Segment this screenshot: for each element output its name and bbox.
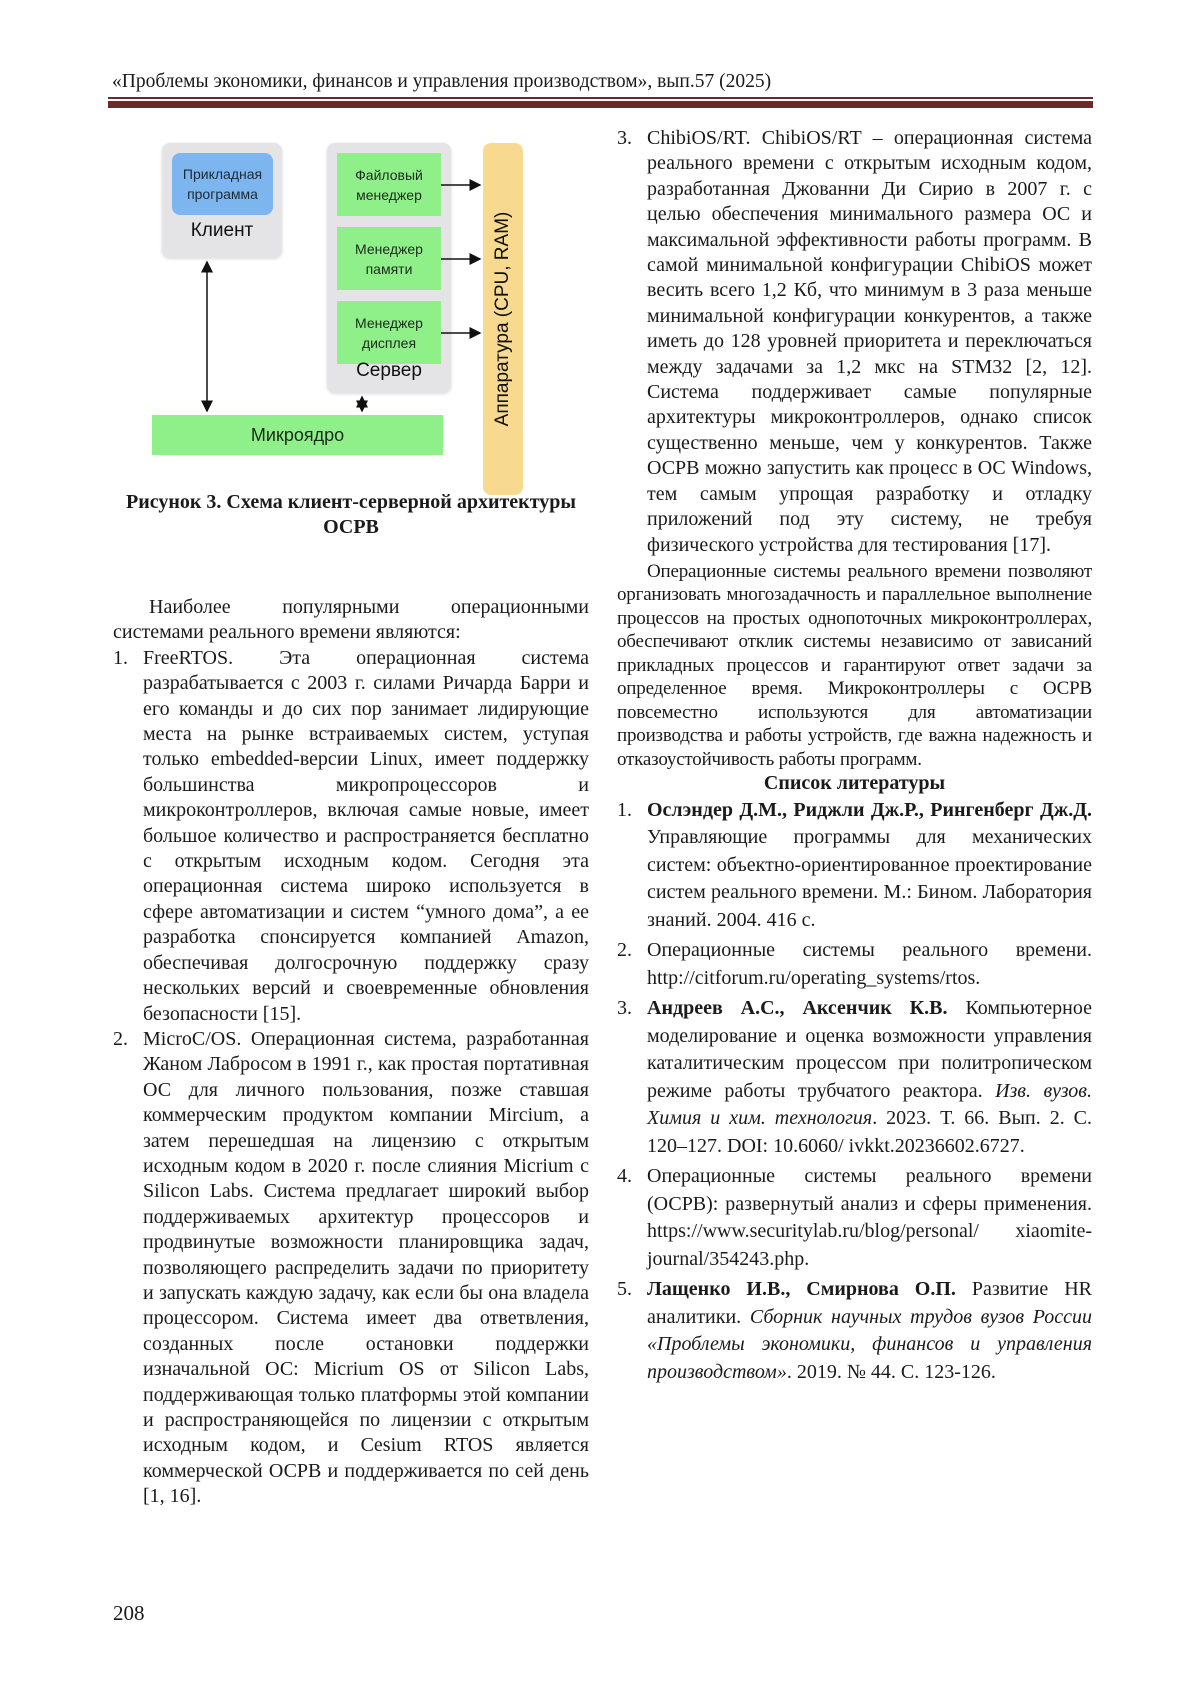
left-column xyxy=(113,595,589,1510)
reference-authors: Лащенко И.В., Смирнова О.П. xyxy=(647,1278,956,1301)
reference-number: 2. xyxy=(617,939,632,962)
list-item xyxy=(617,126,1092,558)
list-item-text: FreeRTOS. Эта операционная система разрабатывается с 2003 г. силами Ричарда Барри и его команды и до сих пор занимает лидирующие места на рынке встраиваемых систем, уступая только embedded-версии Linux, имеет поддержку большинства микропроцессоров и микроконтроллеров, включая самые новые, имеет большое количество и распространяется бесплатно с открытым исходным кодом. Сегодня эта операционная система широко используется в сфере автоматизации и систем “умного дома”, а ее разработка спонсируется компанией Amazon, обеспечивая долгосрочную поддержку сразу нескольких версий и своевременные обновления безопасности [15]. xyxy=(143,646,589,1025)
memory-manager-block: Менеджер памяти xyxy=(337,227,441,290)
client-label: Клиент xyxy=(190,220,254,241)
rtos-list-left xyxy=(113,646,589,1510)
references-list xyxy=(617,797,1092,1387)
reference-item xyxy=(617,1163,1092,1273)
reference-item xyxy=(617,995,1092,1160)
list-item-text: MicroC/OS. Операционная система, разработанная Жаном Лабросом в 1991 г., как простая портативная ОС для личного пользования, позже ставшая коммерческим продуктом компании Mircium, а затем перешедшая на лицензию с открытым исходным кодом в 2020 г. после слияния Micrium с Silicon Labs. Система предлагает широкий выбор поддерживаемых архитектур процессоров и продвинутые возможности планировщика задач, позволяющего распределить задачи по приоритету и запускать каждую задачу, как если бы она владела процессором. Система имеет два ответвления, созданных после остановки поддержки изначальной ОС: Micrium OS от Silicon Labs, поддерживающая только платформы этой компании и распространяющейся по лицензии с открытым исходным кодом, и Cesium RTOS является коммерческой ОСРВ и поддерживается по сей день [1, 16]. xyxy=(143,1027,589,1508)
right-column xyxy=(617,126,1092,1389)
reference-number: 3. xyxy=(617,997,632,1020)
intro-paragraph: Наиболее популярными операционными системами реального времени являются: xyxy=(113,596,589,644)
reference-tail: . 2023. Т. 66. Вып. 2. С. 120–127. DOI: 10.6060/ ivkkt.20236602.6727. xyxy=(647,1107,1092,1157)
rtos-list-right xyxy=(617,126,1092,558)
reference-item xyxy=(617,1276,1092,1386)
header-rule-thin xyxy=(108,97,1093,99)
microkernel-block: Микроядро xyxy=(152,415,443,455)
running-header: «Проблемы экономики, финансов и управления производством», вып.57 (2025) xyxy=(112,71,772,92)
reference-tail: . 2019. № 44. С. 123-126. xyxy=(786,1360,996,1383)
conclusion-paragraph: Операционные системы реального времени позволяют организовать многозадачность и параллельное выполнение процессов на простых однопоточных микроконтроллерах, обеспечивают отклик системы независимо от зависаний прикладных процессов и гарантируют ответ задачи за определенное время. Микроконтроллеры с ОСРВ повсеместно используются для автоматизации производства и работы устройств, где важна надежность и отказоустойчивость работы программ. xyxy=(617,560,1092,770)
list-item xyxy=(113,1027,589,1510)
reference-number: 1. xyxy=(617,798,632,821)
reference-text: Развитие HR аналитики. xyxy=(647,1278,1092,1328)
architecture-diagram xyxy=(150,135,560,495)
reference-text[interactable]: Операционные системы реального времени (ОСРВ): развернутый анализ и сферы применения. https://www.securitylab.ru/blog/personal/ xiaomite-journal/354243.php. xyxy=(647,1165,1092,1270)
server-label: Сервер xyxy=(356,360,422,381)
reference-journal: Сборник научных трудов вузов России «Проблемы экономики, финансов и управления производством» xyxy=(647,1305,1092,1383)
reference-number: 4. xyxy=(617,1165,632,1188)
arrows-layer xyxy=(150,135,560,495)
reference-item xyxy=(617,797,1092,935)
list-item xyxy=(113,646,589,1027)
references-title: Список литературы xyxy=(763,772,946,795)
reference-text: Управляющие программы для механических систем: объектно-ориентированное проектирование систем реального времени. М.: Бином. Лаборатория знаний. 2004. 416 с. xyxy=(647,826,1092,931)
file-manager-block: Файловый менеджер xyxy=(337,153,441,216)
list-number: 2. xyxy=(113,1027,128,1050)
reference-text: Компьютерное моделирование и оценка возможности управления каталитическим процессом при политропическом режиме работы трубчатого реактора. xyxy=(647,997,1092,1102)
reference-authors: Ослэндер Д.М., Риджли Дж.Р., Рингенберг Дж.Д. xyxy=(647,798,1092,821)
reference-journal: Изв. вузов. Химия и хим. технология xyxy=(647,1079,1092,1130)
hardware-label: Аппаратура (CPU, RAM) xyxy=(492,211,513,427)
list-number: 1. xyxy=(113,646,128,669)
display-manager-block: Менеджер дисплея xyxy=(337,301,441,364)
list-number: 3. xyxy=(617,127,632,149)
reference-item xyxy=(617,937,1092,992)
reference-text[interactable]: Операционные системы реального времени. http://citforum.ru/operating_systems/rtos. xyxy=(647,939,1092,989)
reference-authors: Андреев А.С., Аксенчик К.В. xyxy=(647,997,948,1020)
reference-number: 5. xyxy=(617,1278,632,1301)
app-program-block: Прикладная программа xyxy=(172,153,273,215)
figure-caption: Рисунок 3. Схема клиент-серверной архитектуры ОСРВ xyxy=(126,491,576,538)
header-rule-thick xyxy=(108,101,1093,108)
list-item-text: ChibiOS/RT. ChibiOS/RT – операционная система реального времени с открытым исходным кодом, разработанная Джованни Ди Сирио в 2007 г. с целью обеспечения минимального размера ОС и максимальной эффективности работы программ. В самой минимальной конфигурации ChibiOS может весить всего 1,2 Кб, что минимум в 3 раза меньше минимальной конфигурации конкурентов, а также иметь до 128 уровней приоритета и переключаться между задачами за 1,2 мкс на STM32 [2, 12]. Система поддерживает самые популярные архитектуры микроконтроллеров, однако список существенно меньше, чем у конкурентов. Также ОСРВ можно запустить как процесс в ОС Windows, тем самым упрощая разработку и отладку приложений под эту систему, не требуя физического устройства для тестирования [17]. xyxy=(647,127,1092,556)
page-number: 208 xyxy=(113,1601,145,1625)
